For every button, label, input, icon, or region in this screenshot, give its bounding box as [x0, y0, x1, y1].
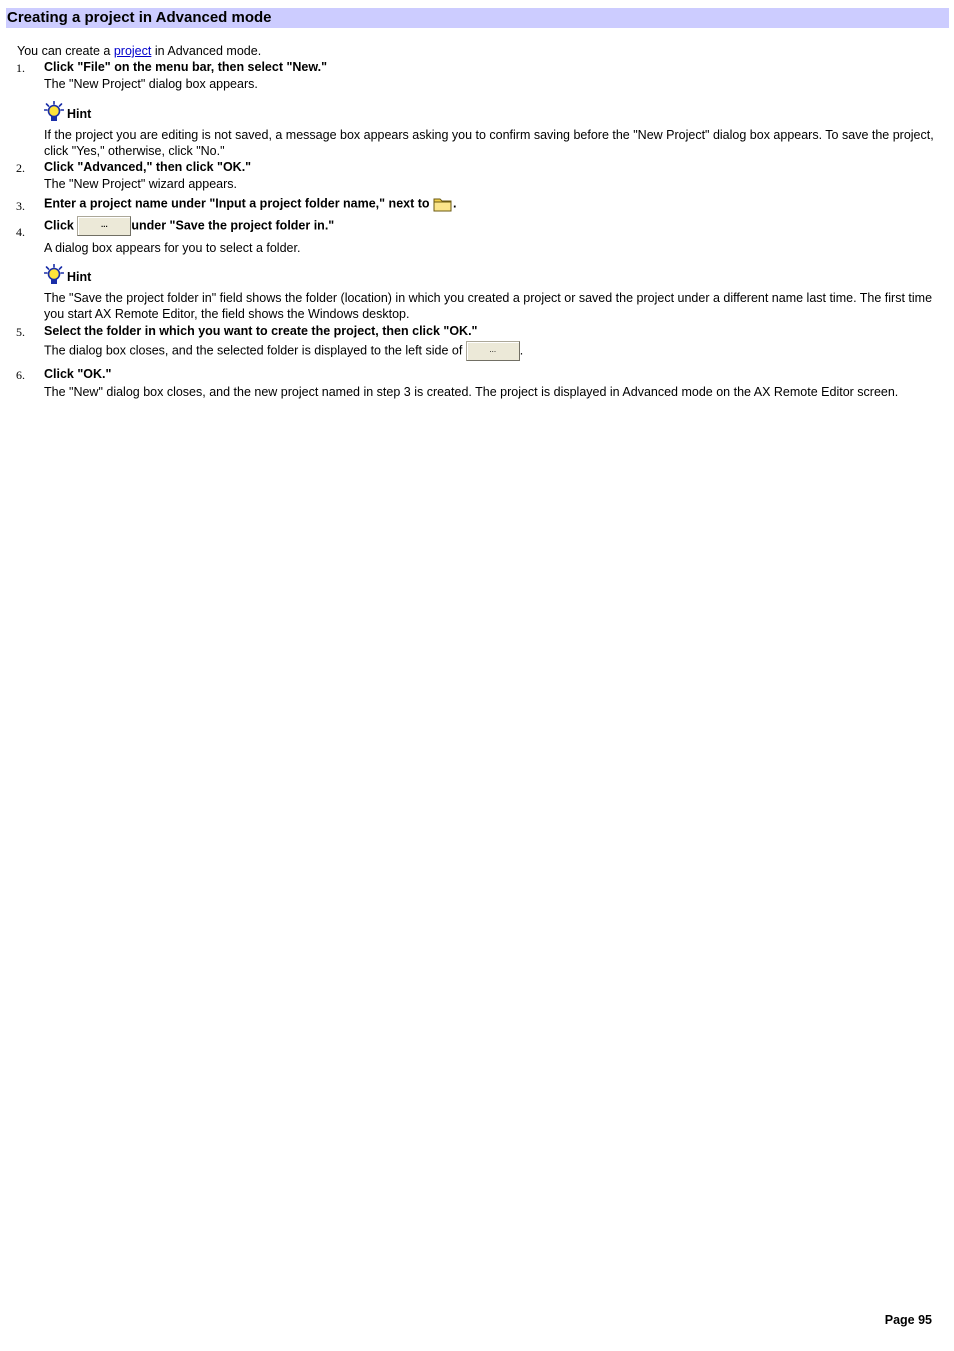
- step-5-result: [44, 341, 523, 361]
- project-link[interactable]: project: [113, 44, 152, 58]
- step-4-text-before: Click: [44, 218, 78, 233]
- step-4-result: A dialog box appears for you to select a folder.: [44, 241, 301, 255]
- step-6-result: The "New" dialog box closes, and the new project named in step 3 is created. The project is displayed in Advanced mode on the AX Remote Editor screen.: [44, 385, 899, 399]
- folder-icon: [433, 196, 453, 212]
- hint-2-label: Hint: [67, 270, 92, 284]
- step-2-number: 2.: [16, 161, 25, 175]
- step-3-text: Enter a project name under "Input a project folder name," next to: [44, 196, 434, 211]
- step-5-result-before: The dialog box closes, and the selected folder is displayed to the left side of: [44, 343, 466, 358]
- step-5-instruction: Select the folder in which you want to create the project, then click "OK.": [44, 324, 478, 338]
- step-6-instruction: Click "OK.": [44, 367, 112, 381]
- lightbulb-icon: [44, 101, 64, 123]
- step-1-number: 1.: [16, 61, 25, 75]
- hint-2-text: The "Save the project folder in" field shows the folder (location) in which you created a project or saved the project under a different name last time. The first time you start AX Remote Editor, the field shows the Windows desktop.: [44, 291, 933, 321]
- step-5-result-after: .: [519, 343, 524, 358]
- step-5-number: 5.: [16, 325, 25, 339]
- intro-before: You can create a: [17, 44, 114, 58]
- step-3-number: 3.: [16, 199, 25, 213]
- step-2-result: The "New Project" wizard appears.: [44, 177, 237, 191]
- hint-1-label: Hint: [67, 107, 92, 121]
- page-title: Creating a project in Advanced mode: [6, 8, 949, 28]
- step-1-instruction: Click "File" on the menu bar, then select "New.": [44, 60, 328, 74]
- step-2-instruction: Click "Advanced," then click "OK.": [44, 160, 252, 174]
- page-number: Page 95: [884, 1313, 932, 1327]
- browse-button[interactable]: ...: [466, 341, 520, 361]
- step-3-instruction: [44, 196, 457, 212]
- step-4-number: 4.: [16, 225, 25, 239]
- step-3-suffix: .: [453, 196, 457, 211]
- lightbulb-icon: [44, 264, 64, 286]
- intro-text: [17, 44, 261, 58]
- hint-1-text: If the project you are editing is not saved, a message box appears asking you to confirm saving before the "New Project" dialog box appears. To save the project, click "Yes," otherwise, click "No.": [44, 128, 934, 158]
- step-6-number: 6.: [16, 368, 25, 382]
- browse-button[interactable]: ...: [77, 216, 131, 236]
- step-4-instruction: [44, 216, 334, 236]
- step-4-text-after: under "Save the project folder in.": [131, 218, 335, 233]
- intro-after: in Advanced mode.: [151, 44, 262, 58]
- step-1-result: The "New Project" dialog box appears.: [44, 77, 258, 91]
